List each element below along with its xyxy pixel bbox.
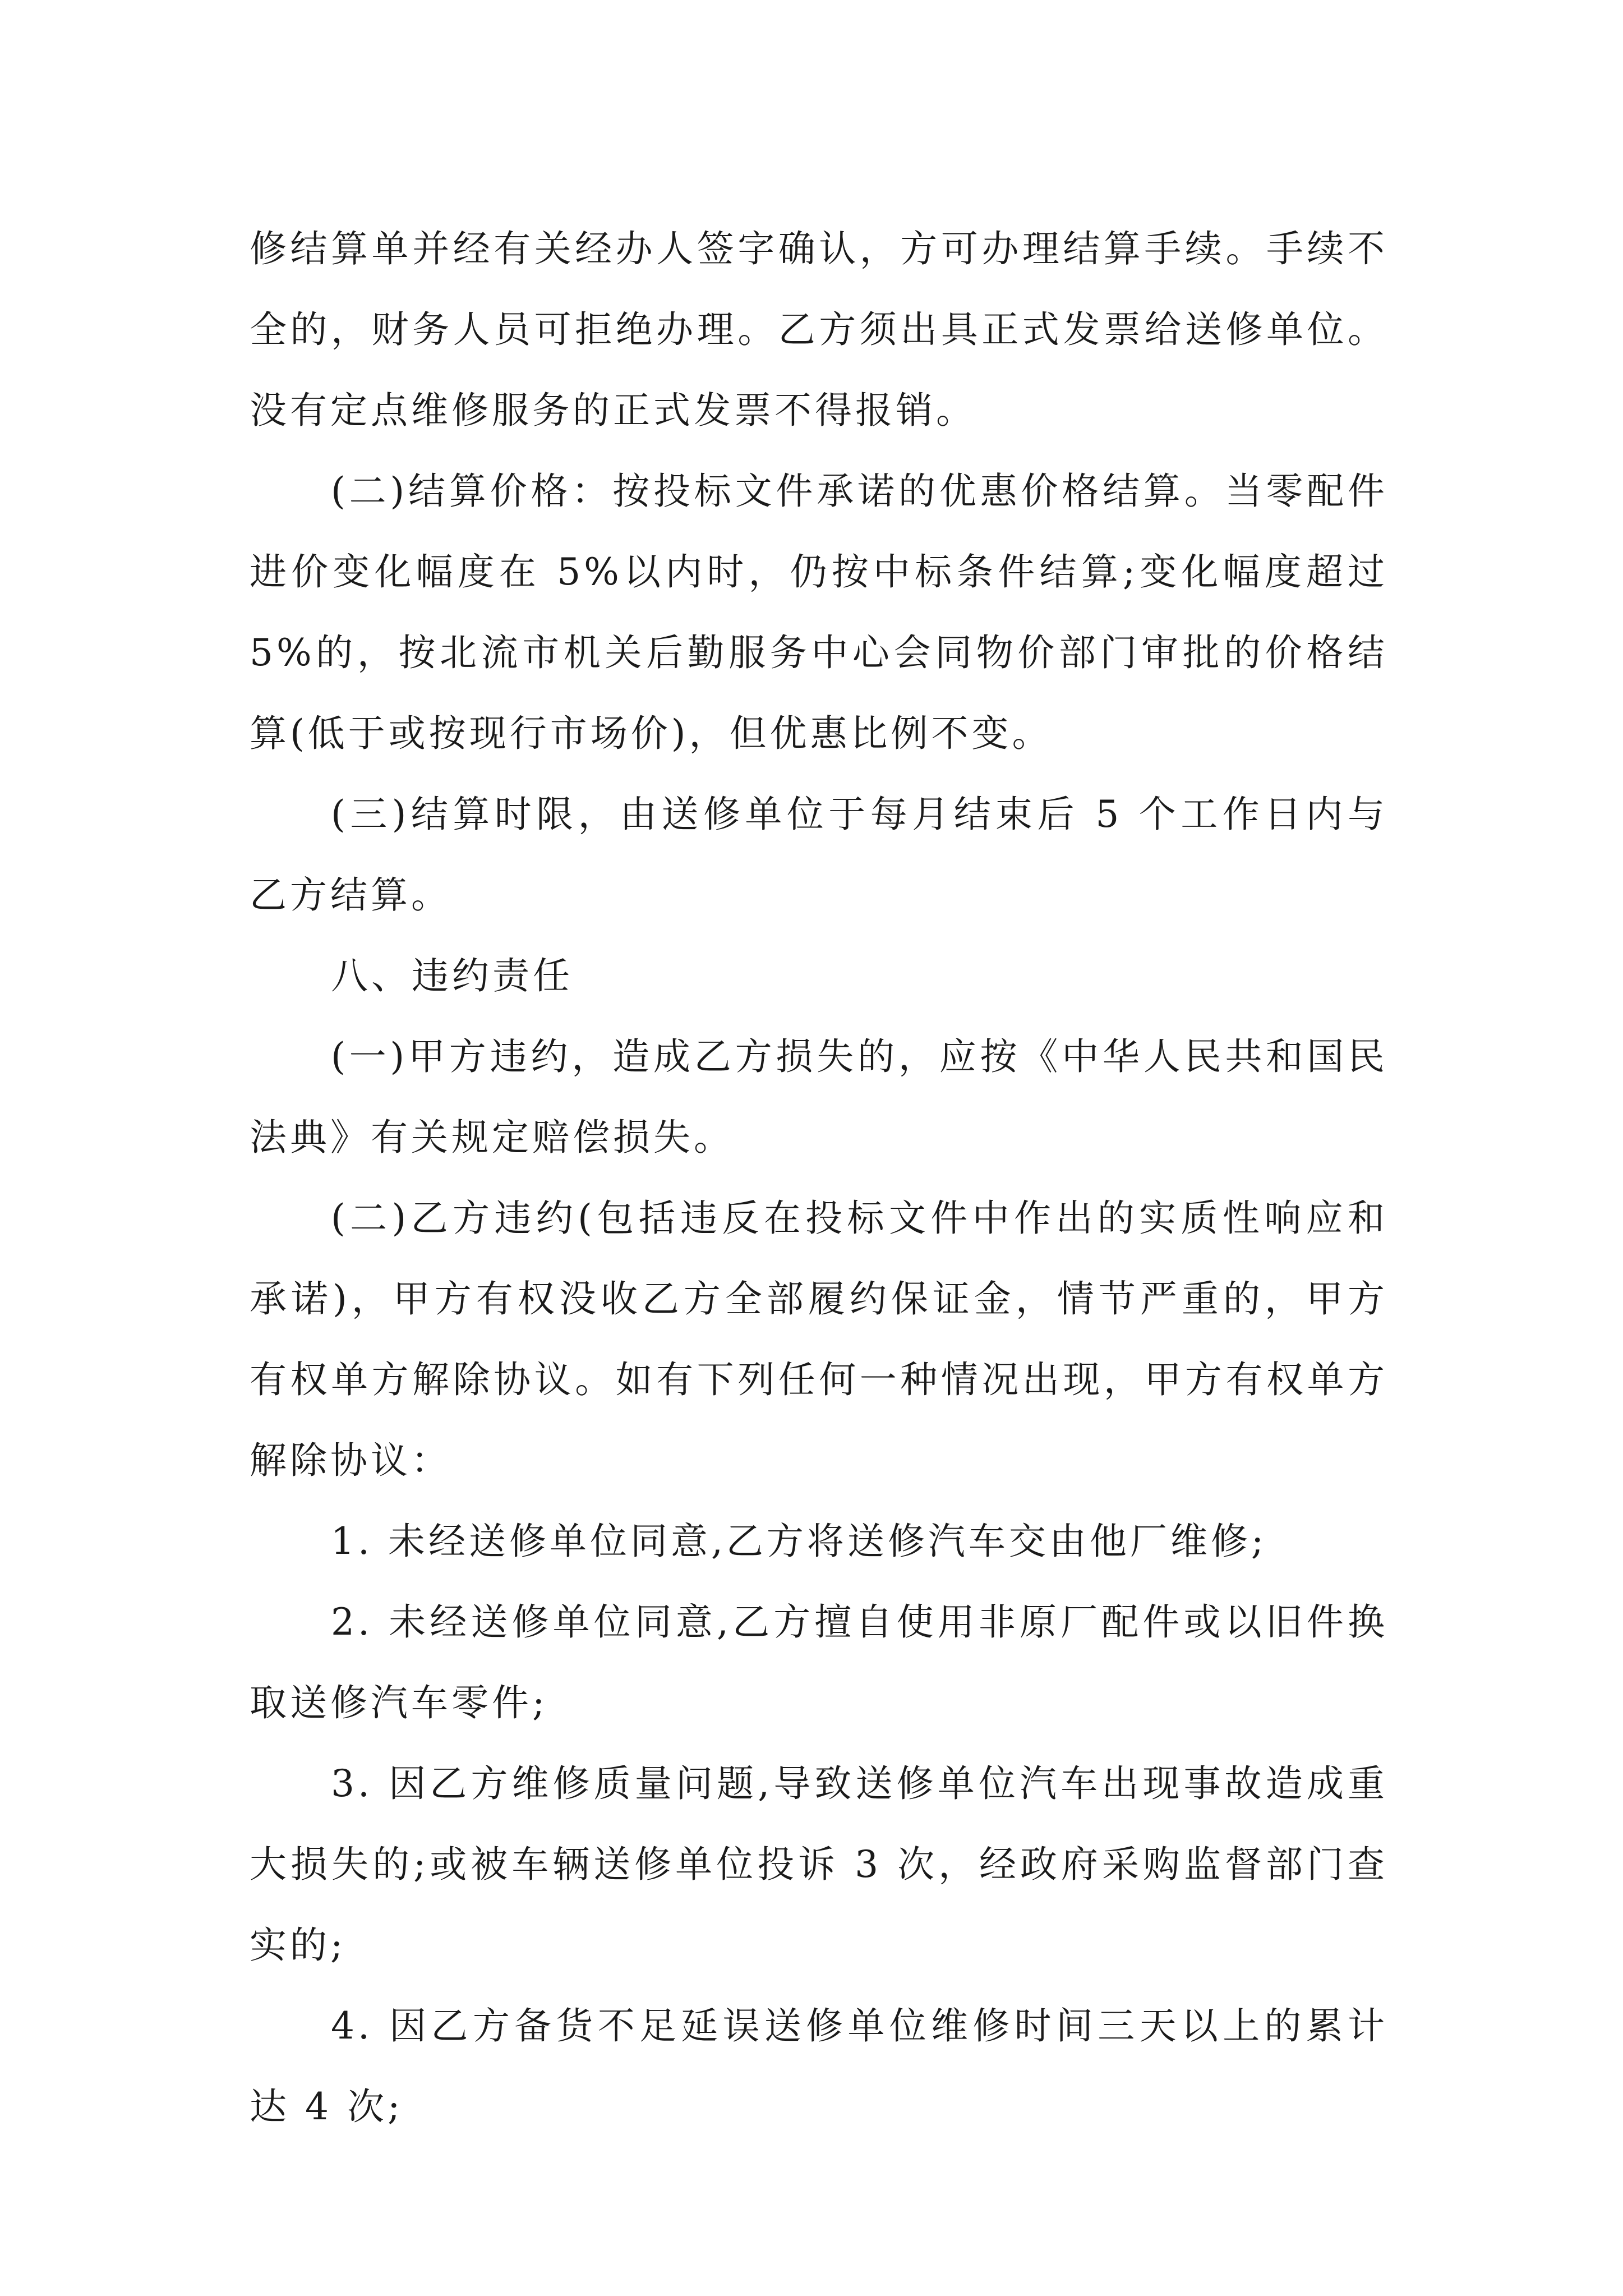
list-item-1: 1. 未经送修单位同意,乙方将送修汽车交由他厂维修; xyxy=(331,1520,1267,1563)
paragraph-settlement-procedure: 修结算单并经有关经办人签字确认，方可办理结算手续。手续不全的，财务人员可拒绝办理。乙方须出具正式发票给送修单位。没有定点维修服务的正式发票不得报销。 xyxy=(250,227,1388,432)
list-item-2: 2. 未经送修单位同意,乙方擅自使用非原厂配件或以旧件换取送修汽车零件; xyxy=(250,1600,1388,1724)
list-item-4: 4. 因乙方备货不足延误送修单位维修时间三天以上的累计达 4 次; xyxy=(250,2004,1388,2128)
paragraph-party-a-breach: (一)甲方违约，造成乙方损失的，应按《中华人民共和国民法典》有关规定赔偿损失。 xyxy=(250,1035,1388,1159)
paragraph-party-b-breach: (二)乙方违约(包括违反在投标文件中作出的实质性响应和承诺)，甲方有权没收乙方全部履约保证金，情节严重的，甲方有权单方解除协议。如有下列任何一种情况出现，甲方有权单方解除协议： xyxy=(250,1197,1388,1482)
paragraph-settlement-price: (二)结算价格：按投标文件承诺的优惠价格结算。当零配件进价变化幅度在 5%以内时，仍按中标条件结算;变化幅度超过 5%的，按北流市机关后勤服务中心会同物价部门审批的价格结算(低于或按现行市场价)，但优惠比例不变。 xyxy=(250,470,1388,755)
paragraph-settlement-deadline: (三)结算时限，由送修单位于每月结束后 5 个工作日内与乙方结算。 xyxy=(250,793,1388,917)
list-item-3: 3. 因乙方维修质量问题,导致送修单位汽车出现事故造成重大损失的;或被车辆送修单位投诉 3 次，经政府采购监督部门查实的; xyxy=(250,1762,1388,1967)
section-heading-breach-liability: 八、违约责任 xyxy=(331,954,573,997)
document-body xyxy=(250,209,1388,2147)
